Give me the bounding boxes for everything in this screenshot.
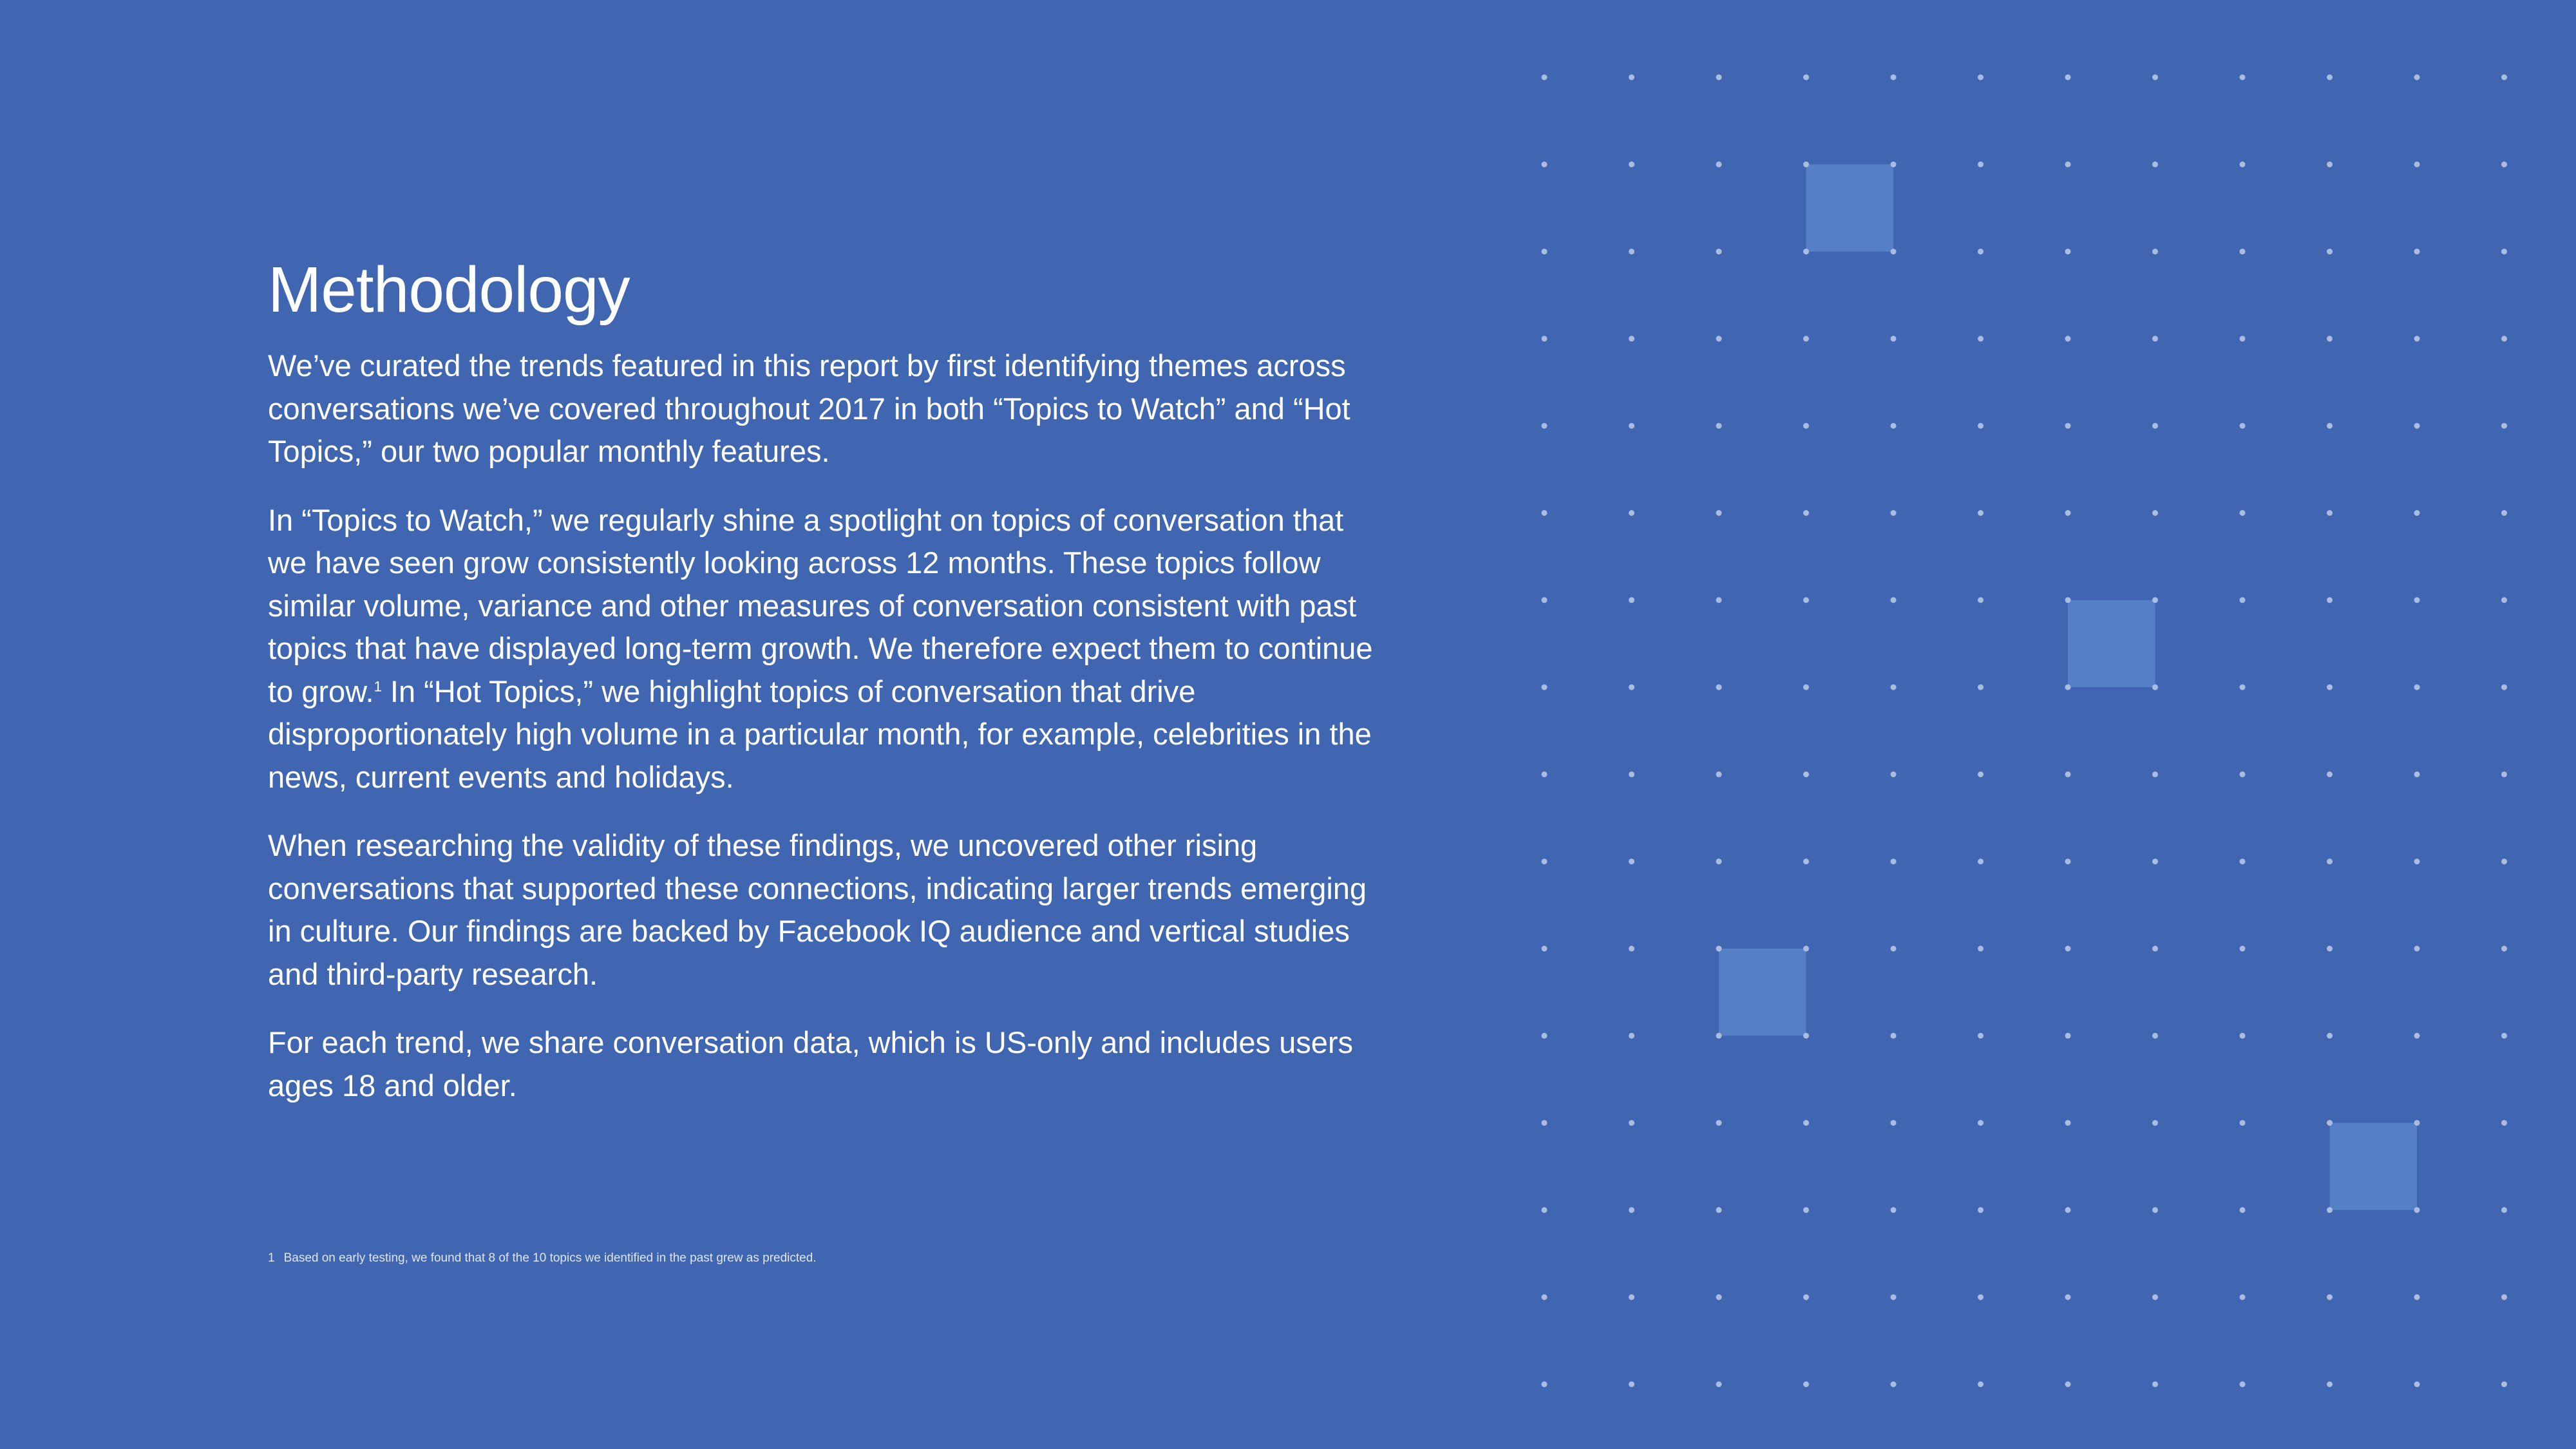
grid-dot: [1891, 1033, 1897, 1039]
grid-dot: [1629, 685, 1634, 690]
grid-dot: [1629, 858, 1634, 864]
grid-dot: [2240, 423, 2246, 429]
grid-dot: [1891, 597, 1897, 603]
grid-dot: [1542, 510, 1548, 516]
grid-dot: [1629, 1033, 1634, 1039]
grid-dot: [1891, 336, 1897, 341]
grid-dot: [1716, 685, 1722, 690]
grid-dot: [1542, 597, 1548, 603]
grid-dot: [2327, 1033, 2333, 1039]
grid-dot: [2414, 1033, 2420, 1039]
grid-dot: [2414, 162, 2420, 167]
paragraph-text-after: In “Hot Topics,” we highlight topics of conversation that drive disproportionately high volume in a particular month, for example, celebrities in the news, current events and holidays.: [268, 674, 1372, 794]
grid-dot: [2065, 336, 2071, 341]
grid-dot: [1542, 685, 1548, 690]
grid-dot: [2501, 423, 2507, 429]
grid-dot: [2327, 772, 2333, 777]
grid-dot: [2240, 1033, 2246, 1039]
grid-dot: [1978, 1381, 1984, 1387]
page-title: Methodology: [268, 254, 630, 326]
grid-dot: [1891, 772, 1897, 777]
grid-dot: [1978, 162, 1984, 167]
grid-dot: [1803, 685, 1809, 690]
grid-dot: [1978, 1120, 1984, 1126]
grid-dot: [1542, 772, 1548, 777]
grid-dot: [1542, 162, 1548, 167]
grid-dot: [1803, 1120, 1809, 1126]
footnote-text: Based on early testing, we found that 8 of the 10 topics we identified in the past grew as predicted.: [283, 1251, 817, 1265]
grid-dot: [2152, 162, 2158, 167]
grid-dot: [1629, 336, 1634, 341]
grid-dot: [2327, 597, 2333, 603]
grid-dot: [2065, 75, 2071, 80]
grid-dot: [1803, 249, 1809, 254]
grid-dot: [2414, 946, 2420, 952]
grid-dot: [1542, 946, 1548, 952]
grid-dot: [1891, 685, 1897, 690]
grid-dot: [2501, 162, 2507, 167]
grid-dot: [2240, 858, 2246, 864]
grid-dot: [1803, 510, 1809, 516]
grid-dot: [1803, 858, 1809, 864]
grid-dot: [2327, 1120, 2333, 1126]
grid-dot: [1716, 1120, 1722, 1126]
grid-dot: [1542, 423, 1548, 429]
grid-dot: [1542, 1033, 1548, 1039]
grid-dot: [2152, 772, 2158, 777]
grid-dot: [1978, 336, 1984, 341]
grid-dot: [2414, 597, 2420, 603]
grid-dot: [2501, 858, 2507, 864]
grid-dot: [1891, 1294, 1897, 1300]
grid-dot: [1716, 1294, 1722, 1300]
grid-dot: [1803, 597, 1809, 603]
grid-dot: [1803, 1207, 1809, 1213]
grid-dot: [2152, 685, 2158, 690]
grid-dot: [1978, 75, 1984, 80]
grid-dot: [2065, 1207, 2071, 1213]
grid-dot: [1542, 1381, 1548, 1387]
grid-dot: [1803, 1381, 1809, 1387]
grid-dot: [1542, 1120, 1548, 1126]
grid-dot: [2240, 1120, 2246, 1126]
grid-dot: [2065, 685, 2071, 690]
grid-dot: [2414, 510, 2420, 516]
grid-dot: [1891, 946, 1897, 952]
grid-dot: [2240, 249, 2246, 254]
grid-dot: [2327, 423, 2333, 429]
grid-dot: [2240, 946, 2246, 952]
grid-dot: [1629, 75, 1634, 80]
grid-dot: [1716, 336, 1722, 341]
grid-dot: [1978, 1033, 1984, 1039]
grid-dot: [1716, 597, 1722, 603]
grid-dot: [2065, 597, 2071, 603]
grid-dot: [1978, 685, 1984, 690]
grid-dot: [1891, 423, 1897, 429]
grid-dot: [1716, 1207, 1722, 1213]
text-column: [268, 254, 1376, 1133]
grid-dot: [2240, 685, 2246, 690]
grid-dot: [2152, 597, 2158, 603]
grid-dot: [2065, 423, 2071, 429]
grid-dot: [1978, 1294, 1984, 1300]
grid-dot: [2152, 1381, 2158, 1387]
grid-dot: [1629, 162, 1634, 167]
grid-dot: [1978, 1207, 1984, 1213]
grid-dot: [2240, 1294, 2246, 1300]
grid-dot: [1978, 946, 1984, 952]
grid-dot: [2240, 1207, 2246, 1213]
grid-dot: [1803, 75, 1809, 80]
grid-dot: [1978, 249, 1984, 254]
grid-dot: [1629, 1120, 1634, 1126]
accent-square: [1806, 164, 1894, 251]
grid-dot: [2152, 1294, 2158, 1300]
accent-square: [1719, 949, 1806, 1036]
grid-dot: [2414, 1120, 2420, 1126]
grid-dot: [2065, 1033, 2071, 1039]
grid-dot: [1629, 1207, 1634, 1213]
grid-dot: [2152, 510, 2158, 516]
grid-dot: [2152, 946, 2158, 952]
grid-dot: [2327, 75, 2333, 80]
grid-dot: [1542, 336, 1548, 341]
grid-dot: [1803, 1033, 1809, 1039]
grid-dot: [2065, 946, 2071, 952]
grid-dot: [2327, 162, 2333, 167]
grid-dot: [1978, 597, 1984, 603]
grid-dot: [2240, 336, 2246, 341]
grid-dot: [1629, 772, 1634, 777]
paragraph-intro: We’ve curated the trends featured in this report by first identifying themes across conversations we’ve covered throughout 2017 in both “Topics to Watch” and “Hot Topics,” our two popular monthly features.: [268, 348, 1350, 468]
accent-square: [2068, 600, 2155, 687]
paragraph-data-scope: For each trend, we share conversation data, which is US-only and includes users ages 18 and older.: [268, 1025, 1354, 1103]
grid-dot: [2501, 1207, 2507, 1213]
grid-dot: [1716, 772, 1722, 777]
grid-dot: [2501, 1381, 2507, 1387]
grid-dot: [1629, 1294, 1634, 1300]
grid-dot: [1803, 162, 1809, 167]
grid-dot: [2152, 1207, 2158, 1213]
grid-dot: [2327, 685, 2333, 690]
grid-dot: [1803, 423, 1809, 429]
grid-dot: [1891, 249, 1897, 254]
grid-dot: [2152, 858, 2158, 864]
grid-dot: [1978, 858, 1984, 864]
grid-dot: [1716, 75, 1722, 80]
grid-dot: [1978, 772, 1984, 777]
grid-dot: [1629, 946, 1634, 952]
grid-dot: [1716, 249, 1722, 254]
grid-dot: [2414, 336, 2420, 341]
grid-dot: [1629, 249, 1634, 254]
grid-dot: [2065, 1381, 2071, 1387]
paragraph-topics-to-watch: [268, 499, 1376, 799]
grid-dot: [2414, 858, 2420, 864]
grid-dot: [1803, 1294, 1809, 1300]
grid-dot: [2065, 249, 2071, 254]
grid-dot: [1629, 1381, 1634, 1387]
grid-dot: [2501, 1033, 2507, 1039]
grid-dot: [2501, 685, 2507, 690]
grid-dot: [1891, 858, 1897, 864]
grid-dot: [2327, 336, 2333, 341]
grid-dot: [1542, 858, 1548, 864]
grid-dot: [2501, 75, 2507, 80]
grid-dot: [1978, 510, 1984, 516]
grid-dot: [2152, 336, 2158, 341]
grid-dot: [2327, 1294, 2333, 1300]
footnote: [268, 1249, 817, 1267]
grid-dot: [1978, 423, 1984, 429]
grid-dot: [1716, 1033, 1722, 1039]
grid-dot: [1542, 1207, 1548, 1213]
grid-dot: [2065, 1294, 2071, 1300]
grid-dot: [2501, 1120, 2507, 1126]
grid-dot: [1891, 162, 1897, 167]
grid-dot: [2501, 1294, 2507, 1300]
grid-dot: [2152, 249, 2158, 254]
grid-dot: [2327, 1207, 2333, 1213]
grid-dot: [1716, 946, 1722, 952]
grid-dot: [2240, 597, 2246, 603]
grid-dot: [1803, 772, 1809, 777]
grid-dot: [2240, 510, 2246, 516]
grid-dot: [2152, 75, 2158, 80]
grid-dot: [1716, 510, 1722, 516]
footnote-number: 1: [268, 1251, 275, 1265]
grid-dot: [2065, 858, 2071, 864]
grid-dot: [2414, 423, 2420, 429]
grid-dot: [2414, 75, 2420, 80]
grid-dot: [2501, 249, 2507, 254]
accent-square: [2330, 1123, 2418, 1210]
grid-dot: [1891, 1120, 1897, 1126]
grid-dot: [2501, 946, 2507, 952]
grid-dot: [1716, 423, 1722, 429]
grid-dot: [1716, 1381, 1722, 1387]
grid-dot: [1803, 946, 1809, 952]
footnote-reference[interactable]: 1: [374, 677, 382, 694]
grid-dot: [2065, 772, 2071, 777]
grid-dot: [2327, 946, 2333, 952]
grid-dot: [1891, 510, 1897, 516]
grid-dot: [1716, 858, 1722, 864]
grid-dot: [1542, 1294, 1548, 1300]
grid-dot: [2327, 858, 2333, 864]
grid-dot: [1891, 75, 1897, 80]
grid-dot: [1629, 423, 1634, 429]
grid-dot: [2240, 75, 2246, 80]
grid-dot: [2414, 1294, 2420, 1300]
grid-dot: [2501, 772, 2507, 777]
grid-dot: [2414, 685, 2420, 690]
grid-dot: [2501, 597, 2507, 603]
paragraph-research: When researching the validity of these findings, we uncovered other rising conversations that supported these connections, indicating larger trends emerging in culture. Our findings are backed by Facebook IQ audience and vertical studies and third-party research.: [268, 828, 1367, 991]
grid-dot: [2152, 423, 2158, 429]
grid-dot: [2414, 1207, 2420, 1213]
grid-dot: [1803, 336, 1809, 341]
grid-dot: [2501, 510, 2507, 516]
grid-dot: [2240, 772, 2246, 777]
grid-dot: [2152, 1033, 2158, 1039]
grid-dot: [2414, 772, 2420, 777]
grid-dot: [1716, 162, 1722, 167]
grid-dot: [2501, 336, 2507, 341]
grid-dot: [2414, 1381, 2420, 1387]
grid-dot: [1542, 75, 1548, 80]
grid-dot: [2327, 1381, 2333, 1387]
grid-dot: [2240, 162, 2246, 167]
grid-dot: [2240, 1381, 2246, 1387]
grid-dot: [1629, 597, 1634, 603]
grid-dot: [2414, 249, 2420, 254]
grid-dot: [2327, 249, 2333, 254]
grid-dot: [2152, 1120, 2158, 1126]
grid-dot: [1891, 1207, 1897, 1213]
paragraph-text-before: In “Topics to Watch,” we regularly shine a spotlight on topics of conversation that we have seen grow consistently looking across 12 months. These topics follow similar volume, variance and other measures of conversation consistent with past topics that have displayed long-term growth. We therefore expect them to continue to grow.: [268, 502, 1373, 708]
grid-dot: [2065, 510, 2071, 516]
grid-dot: [1891, 1381, 1897, 1387]
grid-dot: [1542, 249, 1548, 254]
grid-dot: [1629, 510, 1634, 516]
grid-dot: [2065, 1120, 2071, 1126]
grid-dot: [2327, 510, 2333, 516]
grid-dot: [2065, 162, 2071, 167]
